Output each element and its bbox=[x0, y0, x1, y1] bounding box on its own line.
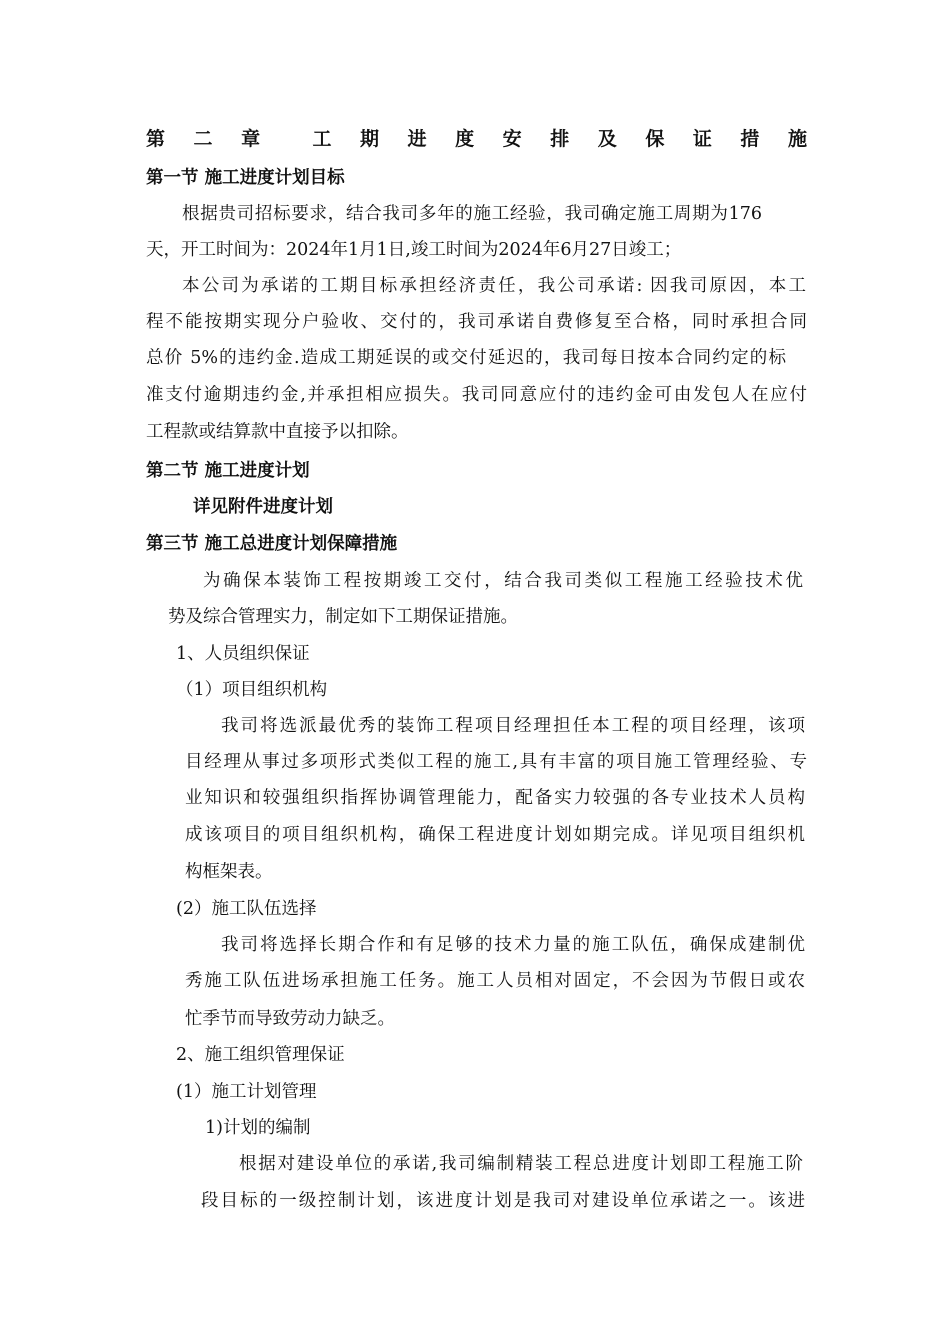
subsection-heading: （1）项目组织机构 bbox=[176, 680, 328, 700]
chapter-title: 第 二 章 工 期 进 度 安 排 及 保 证 措 施 bbox=[146, 128, 807, 150]
paragraph-line: 成该项目的项目组织机构，确保工程进度计划如期完成。详见项目组织机 bbox=[185, 825, 805, 845]
subsection-heading: (2）施工队伍选择 bbox=[176, 899, 317, 919]
paragraph-line: 总价 5%的违约金.造成工期延误的或交付延迟的，我司每日按本合同约定的标 bbox=[146, 348, 786, 368]
section-1-heading: 第一节 施工进度计划目标 bbox=[146, 168, 345, 188]
section-2-heading: 第二节 施工进度计划 bbox=[146, 461, 310, 481]
paragraph-line: 忙季节而导致劳动力缺乏。 bbox=[185, 1009, 395, 1029]
paragraph-line: 段目标的一级控制计划，该进度计划是我司对建设单位承诺之一。该进 bbox=[201, 1191, 805, 1211]
paragraph-line: 根据贵司招标要求，结合我司多年的施工经验，我司确定施工周期为176 bbox=[182, 204, 762, 224]
subsection-heading: (1）施工计划管理 bbox=[176, 1082, 317, 1102]
paragraph-line: 本公司为承诺的工期目标承担经济责任，我公司承诺: 因我司原因，本工 bbox=[182, 276, 806, 296]
subsection-heading: 1、人员组织保证 bbox=[176, 644, 310, 664]
subsection-heading: 2、施工组织管理保证 bbox=[176, 1045, 345, 1065]
paragraph-line: 势及综合管理实力，制定如下工期保证措施。 bbox=[168, 607, 518, 627]
paragraph-line: 为确保本装饰工程按期竣工交付，结合我司类似工程施工经验技术优 bbox=[203, 571, 803, 591]
paragraph-line: 目经理从事过多项形式类似工程的施工,具有丰富的项目施工管理经验、专 bbox=[185, 752, 807, 772]
paragraph-line: 业知识和较强组织指挥协调管理能力，配备实力较强的各专业技术人员构 bbox=[185, 788, 805, 808]
paragraph-line: 秀施工队伍进场承担施工任务。施工人员相对固定，不会因为节假日或农 bbox=[185, 971, 805, 991]
paragraph-line: 准支付逾期违约金,并承担相应损失。我司同意应付的违约金可由发包人在应付 bbox=[146, 385, 807, 405]
paragraph-line: 天，开工时间为：2024年1月1日,竣工时间为2024年6月27日竣工； bbox=[146, 240, 682, 260]
section-3-heading: 第三节 施工总进度计划保障措施 bbox=[146, 534, 398, 554]
schedule-note: 详见附件进度计划 bbox=[193, 497, 333, 517]
paragraph-line: 我司将选派最优秀的装饰工程项目经理担任本工程的项目经理，该项 bbox=[221, 716, 805, 736]
paragraph-line: 我司将选择长期合作和有足够的技术力量的施工队伍，确保成建制优 bbox=[221, 935, 805, 955]
paragraph-line: 程不能按期实现分户验收、交付的，我司承诺自费修复至合格，同时承担合同 bbox=[146, 312, 807, 332]
paragraph-line: 构框架表。 bbox=[185, 862, 273, 882]
paragraph-line: 根据对建设单位的承诺,我司编制精装工程总进度计划即工程施工阶 bbox=[239, 1154, 803, 1174]
paragraph-line: 工程款或结算款中直接予以扣除。 bbox=[146, 422, 409, 442]
subsection-heading: 1)计划的编制 bbox=[205, 1118, 311, 1138]
